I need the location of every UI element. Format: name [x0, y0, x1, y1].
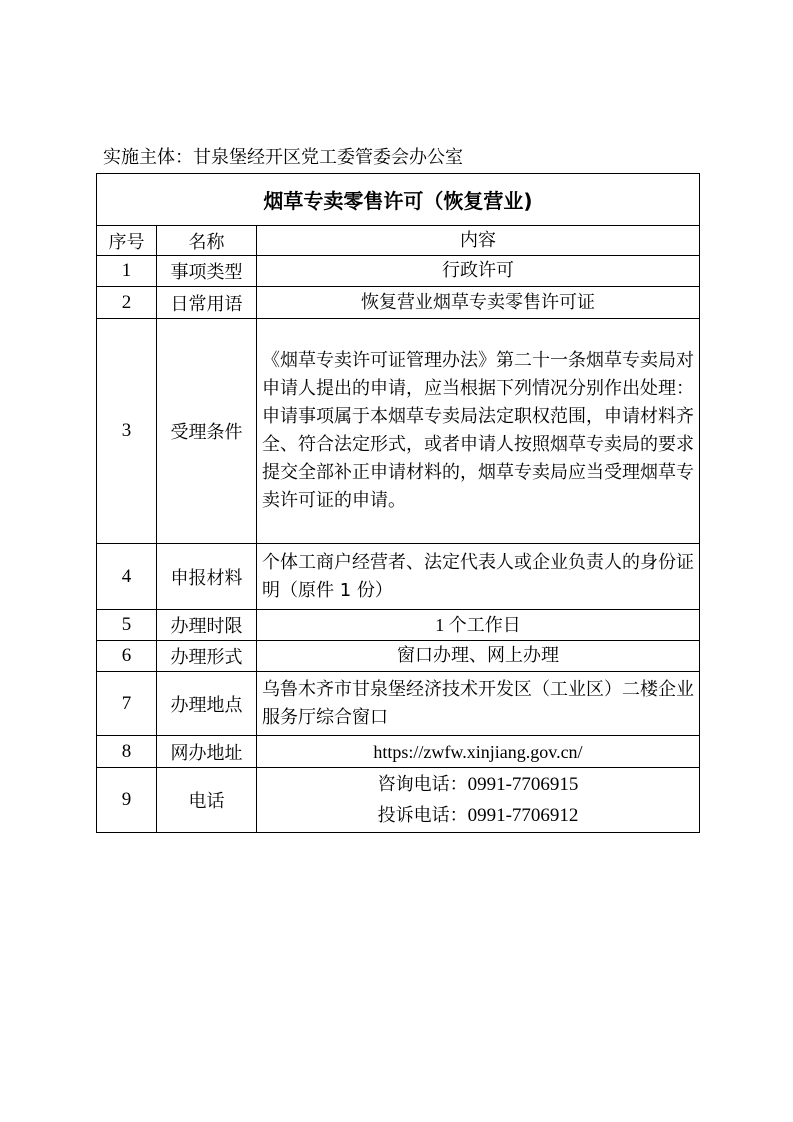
implementing-subject: 实施主体：甘泉堡经开区党工委管委会办公室 — [103, 147, 463, 168]
consult-phone-number: 0991-7706915 — [467, 774, 579, 795]
row-name: 受理条件 — [157, 319, 257, 544]
header-row — [97, 226, 700, 256]
consult-phone — [262, 769, 694, 800]
row-name: 日常用语 — [157, 287, 257, 319]
row-number: 1 — [97, 256, 157, 287]
row-content: 1 个工作日 — [257, 610, 700, 641]
table-row — [97, 319, 700, 544]
row-name: 办理时限 — [157, 610, 257, 641]
row-name: 办理形式 — [157, 641, 257, 672]
row-content: 行政许可 — [257, 256, 700, 287]
table-row — [97, 736, 700, 768]
table-row — [97, 672, 700, 736]
header-no: 序号 — [97, 226, 157, 256]
row-content: 恢复营业烟草专卖零售许可证 — [257, 287, 700, 319]
row-number: 2 — [97, 287, 157, 319]
table-title: 烟草专卖零售许可（恢复营业) — [97, 174, 700, 226]
row-number: 6 — [97, 641, 157, 672]
table-row — [97, 641, 700, 672]
complaint-phone-number: 0991-7706912 — [467, 805, 579, 826]
row-name: 事项类型 — [157, 256, 257, 287]
row-number: 4 — [97, 544, 157, 610]
row-name: 办理地点 — [157, 672, 257, 736]
header-content: 内容 — [257, 226, 700, 256]
consult-phone-label: 咨询电话： — [377, 774, 468, 795]
row-content: 窗口办理、网上办理 — [257, 641, 700, 672]
row-number: 5 — [97, 610, 157, 641]
row-number: 8 — [97, 736, 157, 768]
row-number: 3 — [97, 319, 157, 544]
row-name: 网办地址 — [157, 736, 257, 768]
complaint-phone-label: 投诉电话： — [377, 805, 468, 826]
complaint-phone — [262, 800, 694, 831]
row-number: 7 — [97, 672, 157, 736]
table-row — [97, 768, 700, 833]
website-link[interactable]: https://zwfw.xinjiang.gov.cn/ — [257, 736, 700, 768]
table-row — [97, 544, 700, 610]
row-name: 申报材料 — [157, 544, 257, 610]
row-content: 个体工商户经营者、法定代表人或企业负责人的身份证明（原件 1 份） — [257, 544, 700, 610]
header-name: 名称 — [157, 226, 257, 256]
row-number: 9 — [97, 768, 157, 833]
row-content: 乌鲁木齐市甘泉堡经济技术开发区（工业区）二楼企业服务厅综合窗口 — [257, 672, 700, 736]
row-name: 电话 — [157, 768, 257, 833]
service-info-table — [96, 173, 700, 833]
table-row — [97, 287, 700, 319]
title-row — [97, 174, 700, 226]
row-content: 《烟草专卖许可证管理办法》第二十一条烟草专卖局对申请人提出的申请，应当根据下列情况分别作出处理：申请事项属于本烟草专卖局法定职权范围，申请材料齐全、符合法定形式，或者申请人按照烟草专卖局的要求提交全部补正申请材料的，烟草专卖局应当受理烟草专卖许可证的申请。 — [257, 319, 700, 544]
table-row — [97, 256, 700, 287]
phone-list — [257, 768, 700, 833]
table-row — [97, 610, 700, 641]
